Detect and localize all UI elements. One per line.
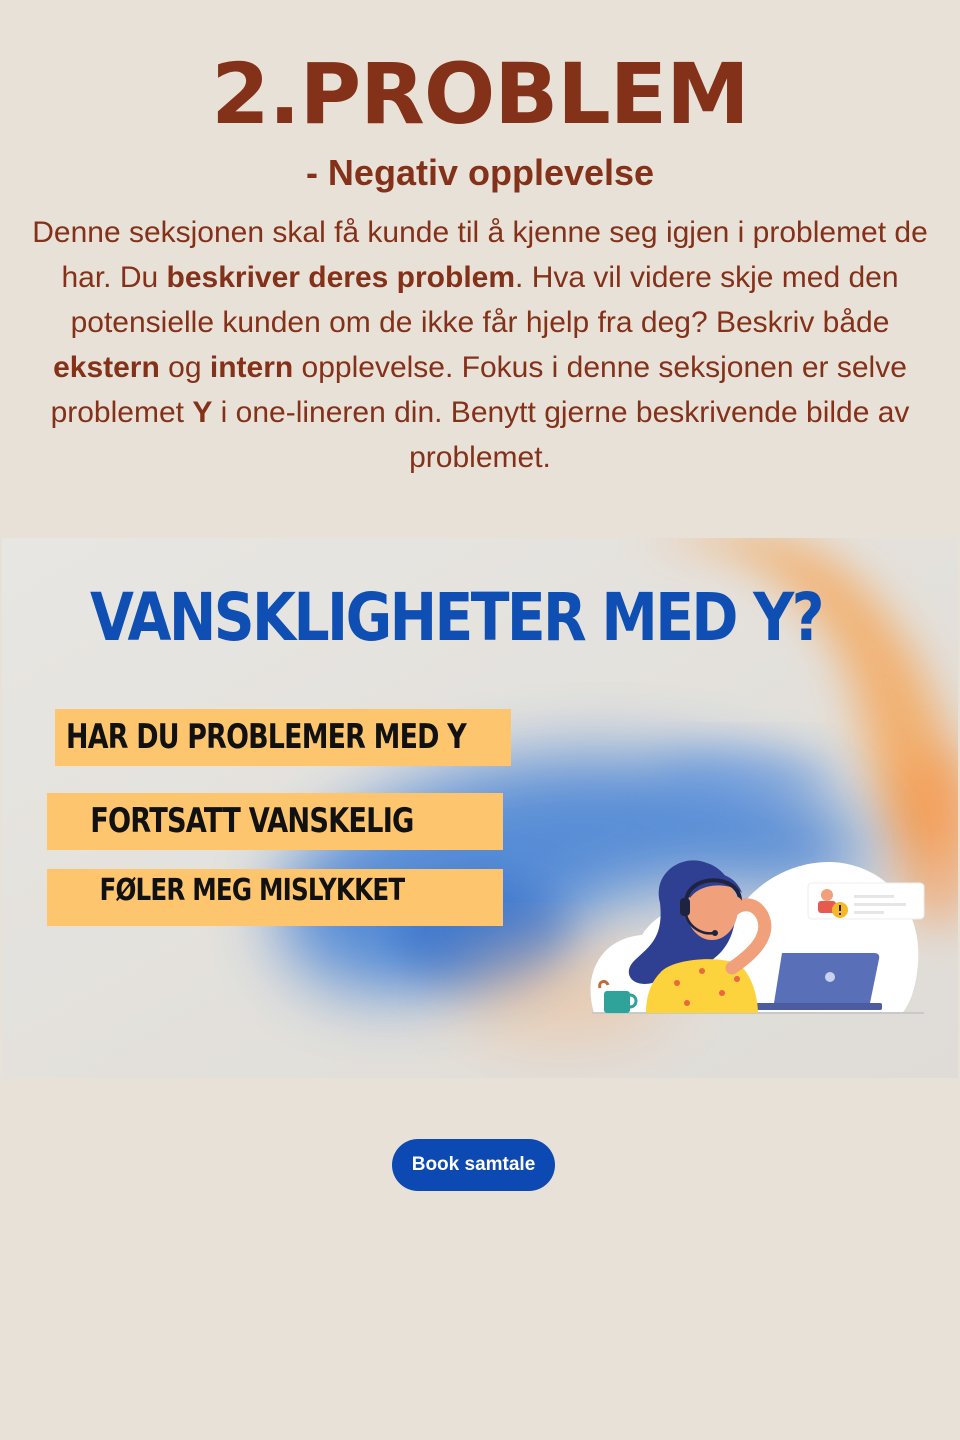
book-call-button[interactable]: Book samtale bbox=[392, 1139, 555, 1191]
tag-still-difficult bbox=[47, 793, 503, 850]
description-text: og bbox=[159, 351, 210, 384]
page-title: 2.PROBLEM bbox=[211, 45, 749, 143]
description-text: i one-lineren din. Benytt gjerne beskrivende bilde av problemet. bbox=[212, 396, 910, 474]
description-emphasis: Y bbox=[192, 396, 213, 429]
description-text: Denne seksjonen skal få kunde til å kjenne seg igjen i problemet de har. Du bbox=[32, 216, 928, 294]
tag-feel-failure bbox=[47, 869, 503, 926]
description-text: opplevelse. Fokus i denne seksjonen er selve problemet bbox=[50, 351, 907, 429]
page-subtitle: - Negativ opplevelse bbox=[305, 152, 655, 193]
tag-label: FORTSATT VANSKELIG bbox=[90, 801, 414, 841]
description-emphasis: beskriver deres problem bbox=[166, 261, 516, 294]
tag-label: FØLER MEG MISLYKKET bbox=[99, 873, 405, 908]
description-text: . Hva vil videre skje med den potensielle kunden om de ikke får hjelp fra deg? Beskriv både bbox=[70, 261, 899, 339]
description-paragraph bbox=[20, 210, 940, 480]
problem-banner-image bbox=[2, 538, 958, 1078]
description-emphasis: ekstern bbox=[53, 351, 160, 384]
tag-problem-with-y bbox=[55, 709, 511, 766]
banner-heading: VANSKLIGHETER MED Y? bbox=[89, 579, 823, 656]
stressed-agent-illustration bbox=[582, 843, 932, 1023]
tag-label: HAR DU PROBLEMER MED Y bbox=[66, 717, 466, 757]
description-emphasis: intern bbox=[209, 351, 294, 384]
